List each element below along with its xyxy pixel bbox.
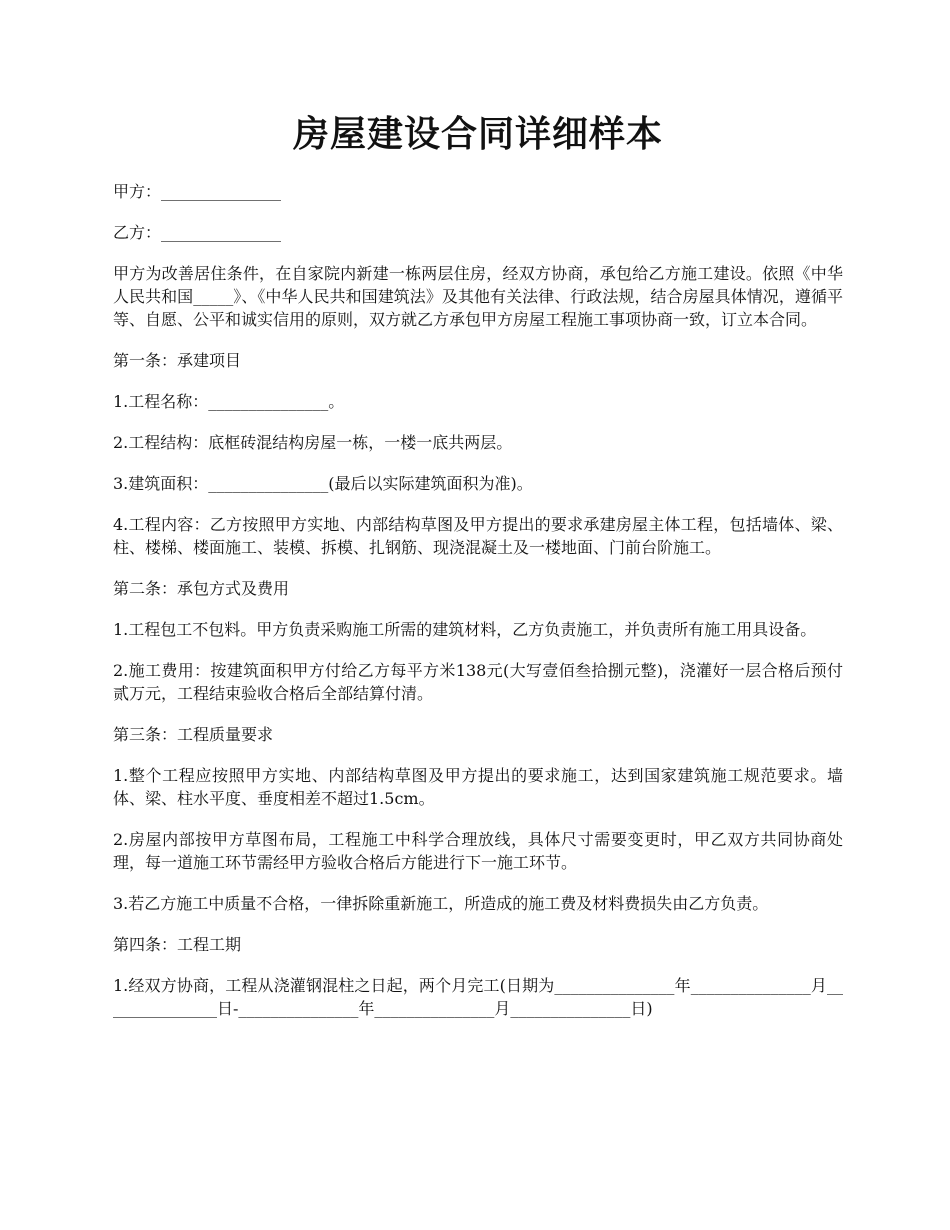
document-page xyxy=(113,110,843,1038)
article-1-heading: 第一条：承建项目 xyxy=(113,351,242,370)
party-a-line: 甲方：_______________ xyxy=(113,182,282,201)
article-3-item-2: 2.房屋内部按甲方草图布局，工程施工中科学合理放线，具体尺寸需要变更时，甲乙双方共同协商处理，每一道施工环节需经甲方验收合格后方能进行下一施工环节。 xyxy=(113,830,843,872)
article-4-heading: 第四条：工程工期 xyxy=(113,935,242,954)
document-title: 房屋建设合同详细样本 xyxy=(292,113,663,155)
article-3-heading: 第三条：工程质量要求 xyxy=(113,725,274,744)
article-1-item-4: 4.工程内容：乙方按照甲方实地、内部结构草图及甲方提出的要求承建房屋主体工程，包括墙体、梁、柱、楼梯、楼面施工、装模、拆模、扎钢筋、现浇混凝土及一楼地面、门前台阶施工。 xyxy=(113,515,843,557)
article-1-item-3: 3.建筑面积：_______________(最后以实际建筑面积为准)。 xyxy=(113,474,533,493)
article-3-item-3: 3.若乙方施工中质量不合格，一律拆除重新施工，所造成的施工费及材料费损失由乙方负责。 xyxy=(113,894,769,913)
intro-paragraph: 甲方为改善居住条件，在自家院内新建一栋两层住房，经双方协商，承包给乙方施工建设。依照《中华人民共和国_____》、《中华人民共和国建筑法》及其他有关法律、行政法规，结合房屋具体情况，遵循平等、自愿、公平和诚实信用的原则，双方就乙方承包甲方房屋工程施工事项协商一致，订立本合同。 xyxy=(113,264,843,329)
article-4-item-1: 1.经双方协商，工程从浇灌钢混柱之日起，两个月完工(日期为_______________年_______________月_______________日-_______________年_______________月_______________日) xyxy=(113,976,843,1018)
article-2-heading: 第二条：承包方式及费用 xyxy=(113,579,290,598)
party-b-line: 乙方：_______________ xyxy=(113,223,282,242)
article-2-item-2: 2.施工费用：按建筑面积甲方付给乙方每平方米138元(大写壹佰叁拾捌元整)，浇灌好一层合格后预付贰万元，工程结束验收合格后全部结算付清。 xyxy=(113,661,843,703)
article-1-item-1: 1.工程名称：_______________。 xyxy=(113,392,345,411)
article-3-item-1: 1.整个工程应按照甲方实地、内部结构草图及甲方提出的要求施工，达到国家建筑施工规范要求。墙体、梁、柱水平度、垂度相差不超过1.5cm。 xyxy=(113,766,843,808)
article-1-item-2: 2.工程结构：底框砖混结构房屋一栋，一楼一底共两层。 xyxy=(113,433,513,452)
article-2-item-1: 1.工程包工不包料。甲方负责采购施工所需的建筑材料，乙方负责施工，并负责所有施工用具设备。 xyxy=(113,620,817,639)
